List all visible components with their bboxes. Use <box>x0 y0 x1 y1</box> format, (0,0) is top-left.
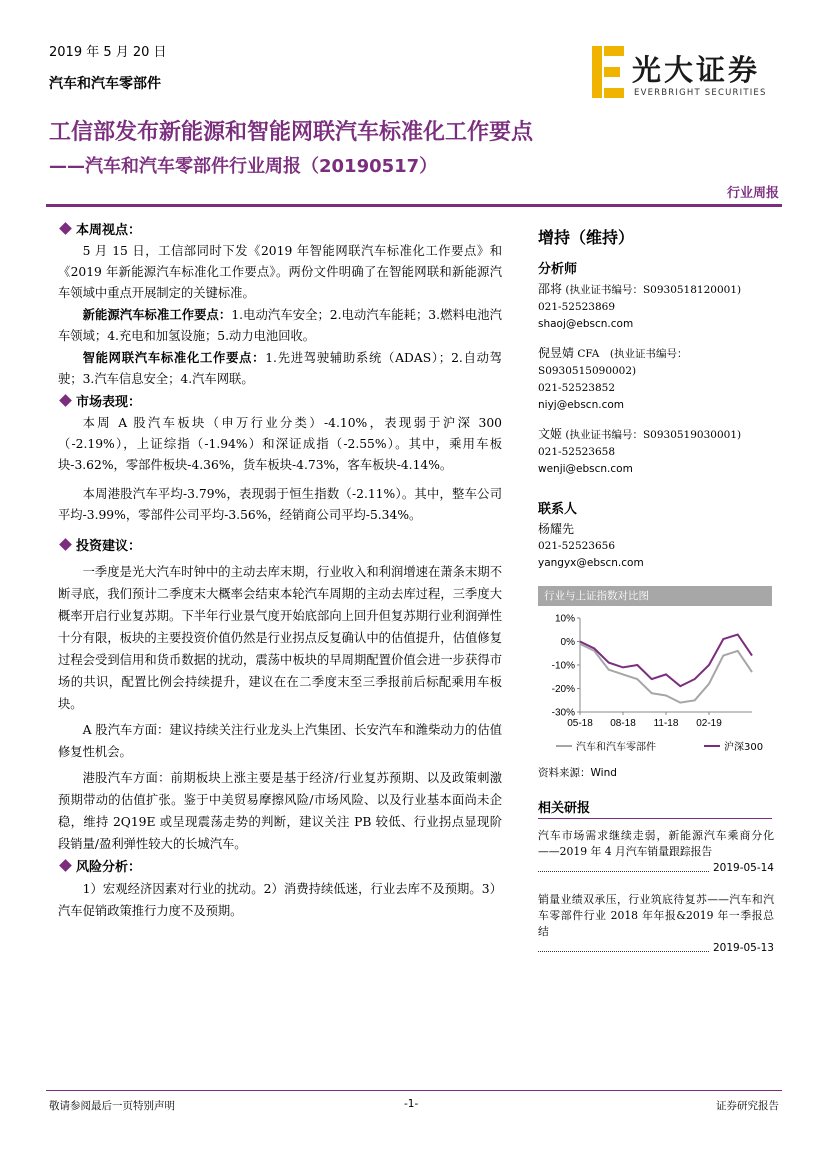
legend-label-1: 汽车和汽车零部件 <box>576 742 656 753</box>
series-line-2 <box>580 635 752 687</box>
logo-text-en: EVERBRIGHT SECURITIES <box>634 88 767 98</box>
y-tick-label: -10% <box>551 660 575 672</box>
sector-label: 汽车和汽车零部件 <box>49 76 161 92</box>
section-heading-risk: 风险分析： <box>58 857 502 878</box>
y-tick-label: -20% <box>551 684 575 695</box>
contact-card <box>538 521 782 572</box>
bullet-diamond-icon <box>59 538 72 551</box>
contact-email[interactable]: yangyx@ebscn.com <box>538 557 644 569</box>
section-heading-view: 本周视点： <box>58 220 502 241</box>
series-line-1 <box>580 644 752 703</box>
analyst-name: 倪昱婧 <box>538 346 575 360</box>
advice-paragraph-1: 一季度是光大汽车时钟中的主动去库末期，行业收入和利润增速在萧条末期不断寻底，我们预计二季度末大概率会结束本轮汽车周期的主动去库过程，三季度大概率开启行业复苏期。下半年行业景气度开始底部向上回升但复苏期行业利润弹性十分有限，板块的主要投资价值仍然是行业拐点反复确认中的估值提升，估值修复过程会受到信用和货币数据的扰动，震荡中板块的早周期配置价值会进一步获得市场的共识，配置比例会持续提升，建议在在二季度末至三季报前后标配乘用车板块。 <box>58 565 502 711</box>
x-tick-label: 08-18 <box>610 718 636 729</box>
analyst-heading: 分析师 <box>538 262 578 277</box>
page-number: -1- <box>404 1098 419 1110</box>
contact-phone: 021-52523656 <box>538 540 616 552</box>
rating: 增持（维持） <box>538 228 635 247</box>
page-title: 工信部发布新能源和智能网联汽车标准化工作要点 <box>49 120 534 145</box>
contact-heading: 联系人 <box>538 502 578 517</box>
x-tick-label: 05-18 <box>567 718 593 729</box>
view-paragraph-3: 智能网联汽车标准化工作要点：1.先进驾驶辅助系统（ADAS）；2.自动驾驶；3.汽车信息安全；4.汽车网联。 <box>58 350 502 386</box>
bullet-diamond-icon <box>59 222 72 235</box>
analyst-card <box>538 281 782 333</box>
market-paragraph-2: 本周港股汽车平均-3.79%，表现弱于恒生指数（-2.11%）。其中，整车公司平均-3.99%，零部件公司平均-3.56%，经销商公司平均-5.34%。 <box>58 487 502 522</box>
related-report-date: 2019-05-14 <box>712 862 774 874</box>
footer-disclaimer: 敬请参阅最后一页特别声明 <box>49 1100 175 1112</box>
analyst-email[interactable]: wenji@ebscn.com <box>538 463 633 475</box>
analyst-phone: 021-52523869 <box>538 301 616 313</box>
analyst-cert: (执业证书编号：S0930519030001) <box>565 429 742 441</box>
footer-divider <box>46 1090 782 1091</box>
x-tick-label: 02-19 <box>696 718 722 729</box>
sidebar <box>538 225 782 572</box>
analyst-cert: (执业证书编号：S0930518120001) <box>565 284 742 296</box>
view-paragraph-2: 新能源汽车标准工作要点：1.电动汽车安全；2.电动汽车能耗；3.燃料电池汽车领域；4.充电和加氢设施；5.动力电池回收。 <box>58 307 502 343</box>
view-paragraph-1: 5 月 15 日，工信部同时下发《2019 年智能网联汽车标准化工作要点》和《2019 年新能源汽车标准化工作要点》。两份文件明确了在智能网联和新能源汽车领域中重点开展制定的关键标准。 <box>58 244 502 300</box>
y-tick-label: -30% <box>551 707 575 719</box>
analyst-email[interactable]: shaoj@ebscn.com <box>538 318 634 330</box>
bullet-diamond-icon <box>59 859 72 872</box>
chart-heading: 行业与上证指数对比图 <box>538 586 772 606</box>
related-report-title[interactable]: 销量业绩双承压，行业筑底待复苏——汽车和汽车零部件行业 2018 年年报&2019 年一季报总结 <box>538 893 774 938</box>
header-divider <box>46 204 782 207</box>
chart-svg <box>538 608 772 778</box>
report-type-label: 行业周报 <box>726 186 779 201</box>
analyst-phone: 021-52523852 <box>538 382 616 394</box>
advice-paragraph-2: A 股汽车方面：建议持续关注行业龙头上汽集团、长安汽车和潍柴动力的估值修复性机会。 <box>58 723 502 759</box>
related-reports-heading: 相关研报 <box>538 801 591 816</box>
analyst-email[interactable]: niyj@ebscn.com <box>538 399 624 411</box>
legend-label-2: 沪深300 <box>724 742 764 753</box>
section-heading-advice: 投资建议： <box>58 536 502 557</box>
footer-report-label: 证券研究报告 <box>716 1100 779 1112</box>
dot-leader <box>538 940 709 952</box>
chart-source: 资料来源：Wind <box>538 767 617 779</box>
analyst-cert: CFA (执业证书编号：S0930515090002) <box>538 348 688 377</box>
related-report-title[interactable]: 汽车市场需求继续走弱，新能源汽车乘商分化——2019 年 4 月汽车销量跟踪报告 <box>538 829 774 858</box>
report-date: 2019 年 5 月 20 日 <box>49 45 167 60</box>
dot-leader <box>538 860 709 872</box>
related-report-item[interactable] <box>538 828 774 876</box>
contact-name: 杨耀先 <box>538 522 575 536</box>
analyst-name: 文姬 <box>538 427 563 441</box>
related-report-date: 2019-05-13 <box>712 942 774 954</box>
y-tick-label: 0% <box>560 637 575 648</box>
logo-text-cn: 光大证券 <box>632 53 761 87</box>
comparison-chart <box>538 586 772 786</box>
analyst-card <box>538 426 782 478</box>
related-divider <box>538 818 772 819</box>
section-heading-market: 市场表现： <box>58 392 502 413</box>
bullet-diamond-icon <box>59 394 72 407</box>
company-logo <box>592 44 782 100</box>
x-tick-label: 11-18 <box>653 718 679 729</box>
analyst-card <box>538 345 782 414</box>
risk-paragraph-1: 1）宏观经济因素对行业的扰动。2）消费持续低迷，行业去库不及预期。3）汽车促销政策推行力度不及预期。 <box>58 882 502 918</box>
y-tick-label: 10% <box>554 613 575 625</box>
main-content <box>58 218 502 922</box>
analyst-phone: 021-52523658 <box>538 446 616 458</box>
analyst-name: 邵将 <box>538 282 563 296</box>
page-subtitle: ——汽车和汽车零部件行业周报（20190517） <box>49 156 438 177</box>
related-report-item[interactable] <box>538 892 774 956</box>
logo-mark-icon <box>592 46 626 98</box>
advice-paragraph-3: 港股汽车方面：前期板块上涨主要是基于经济/行业复苏预期、以及政策刺激预期带动的估值扩张。鉴于中美贸易摩擦风险/市场风险、以及行业基本面尚未企稳，维持 2Q19E 或呈现震荡走势的判断，建议关注 PB 较低、行业拐点显现阶段销量/盈利弹性较大的长城汽车。 <box>58 771 502 851</box>
market-paragraph-1: 本周 A 股汽车板块（申万行业分类）-4.10%，表现弱于沪深 300（-2.19%），上证综指（-1.94%）和深证成指（-2.55%）。其中，乘用车板块-3.62%，零部件板块-4.36%，货车板块-4.73%，客车板块-4.14%。 <box>58 416 502 472</box>
